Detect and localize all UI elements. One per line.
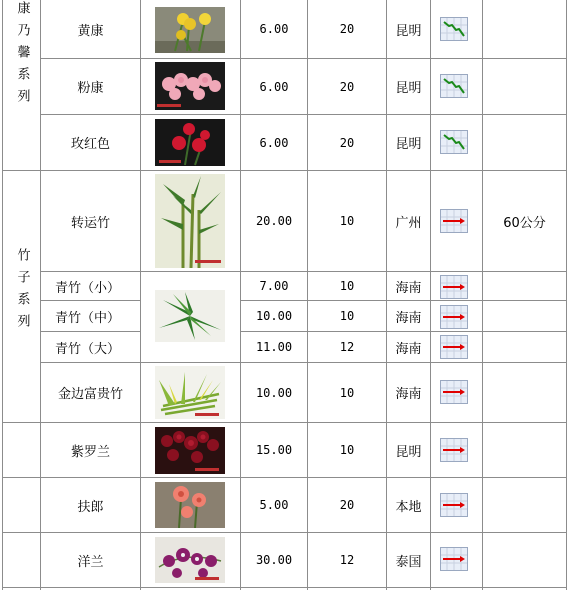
quantity: 20 [339, 498, 355, 512]
rose-red-carnation-image [155, 119, 225, 166]
down-trend-icon [440, 130, 468, 154]
flower-name: 粉康 [77, 81, 104, 96]
flower-name: 金边富贵竹 [57, 387, 123, 402]
origin: 昆明 [395, 444, 422, 460]
price: 6.00 [259, 79, 289, 94]
price: 30.00 [255, 553, 293, 567]
price: 6.00 [259, 22, 289, 36]
origin: 海南 [395, 341, 422, 357]
orchid-image [155, 537, 225, 583]
down-trend-icon [440, 74, 468, 98]
price: 15.00 [255, 443, 293, 457]
flower-name: 扶郎 [77, 499, 104, 515]
yellow-carnation-image [155, 7, 225, 53]
series-label-carnation [3, 0, 40, 126]
price: 5.00 [259, 498, 289, 512]
flat-trend-icon [440, 335, 468, 359]
flower-name: 青竹（小） [55, 280, 121, 296]
quantity: 10 [339, 279, 355, 293]
flower-name: 青竹（大） [55, 341, 121, 357]
series-label-bamboo [3, 232, 40, 352]
golden-edge-bamboo-image [155, 366, 225, 419]
green-bamboo-image [155, 290, 225, 342]
flower-name: 转运竹 [70, 215, 110, 231]
quantity: 10 [339, 443, 355, 457]
quantity: 10 [339, 309, 355, 323]
quantity: 10 [339, 214, 355, 228]
gerbera-image [155, 482, 225, 528]
series-label-text: 竹子系列 [14, 248, 30, 336]
flat-trend-icon [440, 305, 468, 329]
flat-trend-icon [440, 438, 468, 462]
flat-trend-icon [440, 547, 468, 571]
flat-trend-icon [440, 493, 468, 517]
violet-stock-image [155, 427, 225, 474]
price: 11.00 [255, 340, 293, 354]
flower-name: 黄康 [77, 23, 104, 39]
quantity: 20 [339, 79, 355, 94]
price: 10.00 [255, 309, 293, 323]
quantity: 12 [339, 553, 355, 567]
origin: 泰国 [395, 554, 422, 570]
origin: 广州 [395, 215, 422, 231]
flat-trend-icon [440, 380, 468, 404]
note: 60公分 [503, 215, 546, 231]
origin: 海南 [395, 280, 422, 296]
price: 20.00 [255, 214, 293, 228]
flower-name: 青竹（中） [55, 310, 121, 326]
origin: 昆明 [395, 23, 422, 39]
quantity: 20 [339, 22, 355, 36]
origin: 本地 [395, 499, 422, 515]
price: 7.00 [259, 279, 289, 293]
down-trend-icon [440, 17, 468, 41]
price: 6.00 [259, 135, 289, 150]
flower-name: 玫红色 [70, 137, 110, 152]
lucky-bamboo-image [155, 174, 225, 268]
price: 10.00 [255, 385, 293, 400]
flat-trend-icon [440, 275, 468, 299]
quantity: 20 [339, 135, 355, 150]
note [483, 0, 566, 58]
origin: 海南 [395, 310, 422, 326]
quantity: 10 [339, 385, 355, 400]
origin: 昆明 [395, 81, 422, 96]
flat-trend-icon [440, 209, 468, 233]
origin: 海南 [395, 387, 422, 402]
flower-name: 紫罗兰 [70, 444, 110, 460]
origin: 昆明 [395, 137, 422, 152]
series-label-text: 康乃馨系列 [14, 1, 30, 111]
quantity: 12 [339, 340, 355, 354]
flower-name: 洋兰 [77, 554, 104, 570]
pink-carnation-image [155, 62, 225, 110]
